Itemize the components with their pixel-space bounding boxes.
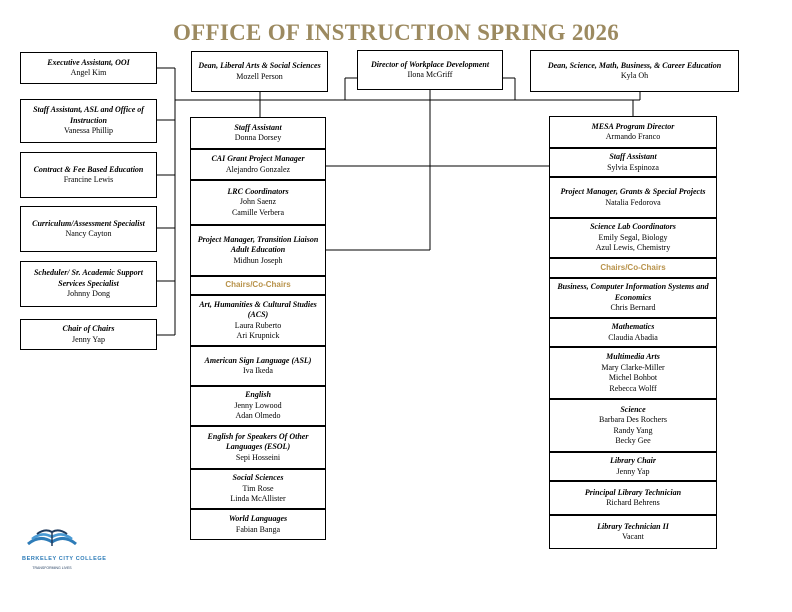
chair-name: Mary Clarke-Miller [601, 362, 665, 372]
chair-title: Principal Library Technician [584, 487, 682, 497]
mid-box-subtitle: Adult Education [230, 245, 286, 255]
mid-box-name: Midhun Joseph [233, 255, 283, 265]
right-box-science-lab [549, 218, 717, 258]
dean-science-title: Dean, Science, Math, Business, & Career Education [547, 60, 722, 70]
chair-title: Library Technician II [597, 521, 669, 531]
right-chair-library-tech-ii [549, 515, 717, 549]
exec-assistant-name: Angel Kim [70, 68, 107, 77]
chair-name: Chris Bernard [610, 303, 656, 313]
chair-title: Mathematics [611, 322, 655, 331]
chair-name: Iva Ikeda [243, 366, 273, 375]
right-chairs-heading-box [549, 258, 717, 278]
mid-chair-asl [190, 346, 326, 386]
mid-box-name: Alejandro Gonzalez [225, 164, 291, 174]
mid-chairs-heading: Chairs/Co-Chairs [225, 280, 291, 290]
chair-name: Richard Behrens [606, 498, 660, 507]
mid-box-staff-assistant [190, 117, 326, 149]
chair-name: Becky Gee [615, 436, 651, 445]
mid-chair-world-languages [190, 509, 326, 540]
chair-name: Vacant [622, 532, 644, 541]
mid-box-name: Camille Verbera [231, 207, 285, 217]
right-box-title: MESA Program Director [591, 121, 675, 131]
dean-science-box [530, 50, 739, 92]
mid-box-title: Project Manager, Transition Liaison [197, 234, 319, 244]
left-box-name: Johnny Dong [67, 289, 110, 299]
chair-name: Laura Ruberto [234, 320, 282, 330]
chair-name: Tim Rose [242, 483, 274, 493]
chair-name: Ari Krupnick [236, 331, 280, 340]
left-box-curriculum-specialist [20, 206, 157, 252]
chair-name: Jenny Lowood [234, 400, 282, 410]
mid-box-name: Donna Dorsey [234, 133, 282, 142]
chair-name: Adan Olmedo [235, 411, 281, 421]
left-box-name: Francine Lewis [63, 175, 114, 184]
right-chair-mathematics [549, 318, 717, 347]
chair-name: Claudia Abadia [608, 332, 658, 342]
mid-chair-social-sciences [190, 469, 326, 509]
right-box-mesa-director [549, 116, 717, 148]
right-box-name: Emily Segal, Biology [598, 232, 668, 242]
chair-title: American Sign Language (ASL) [204, 355, 312, 365]
chair-name: Barbara Des Rochers [599, 415, 667, 424]
mid-chairs-heading-box [190, 276, 326, 295]
left-box-name: Nancy Cayton [65, 229, 112, 238]
right-chair-business [549, 278, 717, 318]
right-chair-multimedia [549, 347, 717, 399]
chair-name: Sepi Hosseini [235, 452, 281, 462]
right-box-staff-assistant [549, 148, 717, 177]
left-box-title: Chair of Chairs [62, 324, 115, 333]
left-box-title: Staff Assistant, ASL and Office of Instruction [33, 105, 144, 125]
logo-college-name: BERKELEY CITY COLLEGE [22, 556, 107, 562]
right-box-name: Azul Lewis, Chemistry [595, 243, 671, 253]
chair-name: Rebecca Wolff [609, 383, 657, 393]
mid-box-lrc-coordinators [190, 180, 326, 225]
right-box-name: Armando Franco [605, 132, 661, 141]
left-box-scheduler [20, 261, 157, 307]
mid-box-project-manager-transition [190, 225, 326, 276]
chair-name: Fabian Banga [235, 524, 281, 534]
dean-liberal-arts-box [191, 51, 328, 92]
left-box-title: Contract & Fee Based Education [33, 164, 144, 174]
chair-title: Business, Computer Information Systems and Economics [557, 282, 709, 302]
chair-title: World Languages [228, 514, 288, 523]
chair-title: English for Speakers Of Other Languages (ESOL) [207, 431, 309, 452]
chair-title: Social Sciences [232, 473, 284, 483]
dean-liberal-arts-title: Dean, Liberal Arts & Social Sciences [198, 61, 321, 70]
mid-box-title: LRC Coordinators [227, 186, 289, 196]
mid-chair-acs [190, 295, 326, 346]
mid-box-name: John Saenz [239, 197, 277, 207]
left-box-staff-assistant-asl [20, 99, 157, 143]
chair-title: Art, Humanities & Cultural Studies (ACS) [199, 299, 317, 319]
chair-name: Jenny Yap [616, 466, 650, 476]
mid-box-title: CAI Grant Project Manager [211, 154, 305, 163]
director-workforce-box [357, 50, 503, 90]
left-box-name: Jenny Yap [72, 334, 105, 344]
right-chair-library [549, 452, 717, 481]
left-box-name: Vanessa Phillip [63, 126, 114, 136]
mid-box-cai-grant [190, 149, 326, 180]
open-book-icon [22, 522, 82, 550]
page-title: OFFICE OF INSTRUCTION SPRING 2026 [172, 20, 620, 45]
mid-chair-english [190, 386, 326, 426]
right-box-title: Staff Assistant [609, 152, 657, 161]
right-chair-science [549, 399, 717, 452]
mid-box-title: Staff Assistant [234, 122, 282, 132]
right-box-project-manager-grants [549, 177, 717, 218]
right-chairs-heading: Chairs/Co-Chairs [600, 262, 666, 272]
dean-liberal-arts-name: Mozell Person [236, 71, 283, 81]
chair-title: Multimedia Arts [606, 352, 660, 361]
chair-name: Randy Yang [613, 425, 653, 435]
logo-tagline: TRANSFORMING LIVES [32, 566, 72, 570]
right-box-title: Science Lab Coordinators [590, 222, 676, 232]
left-box-title: Scheduler/ Sr. Academic Support Services Specialist [33, 268, 144, 288]
right-box-name: Sylvia Espinoza [607, 162, 659, 172]
left-box-title: Curriculum/Assessment Specialist [32, 218, 145, 228]
berkeley-city-college-logo [22, 522, 107, 572]
director-workforce-title: Director of Workplace Development [370, 59, 490, 69]
right-chair-principal-library-tech [549, 481, 717, 515]
left-box-chair-of-chairs [20, 319, 157, 350]
right-box-name: Natalia Fedorova [605, 197, 661, 207]
chair-name: Michel Bohbot [608, 373, 658, 382]
chair-title: Library Chair [609, 456, 656, 465]
chair-name: Linda McAllister [230, 494, 286, 504]
right-box-title: Project Manager, Grants & Special Projects [560, 187, 706, 196]
left-box-contract-education [20, 152, 157, 198]
chair-title: English [245, 390, 271, 400]
chair-title: Science [620, 404, 646, 414]
dean-science-name: Kyla Oh [620, 71, 649, 80]
exec-assistant-box [20, 52, 157, 84]
mid-chair-esol [190, 426, 326, 469]
exec-assistant-title: Executive Assistant, OOI [47, 57, 130, 67]
director-workforce-name: Ilona McGriff [407, 70, 453, 79]
